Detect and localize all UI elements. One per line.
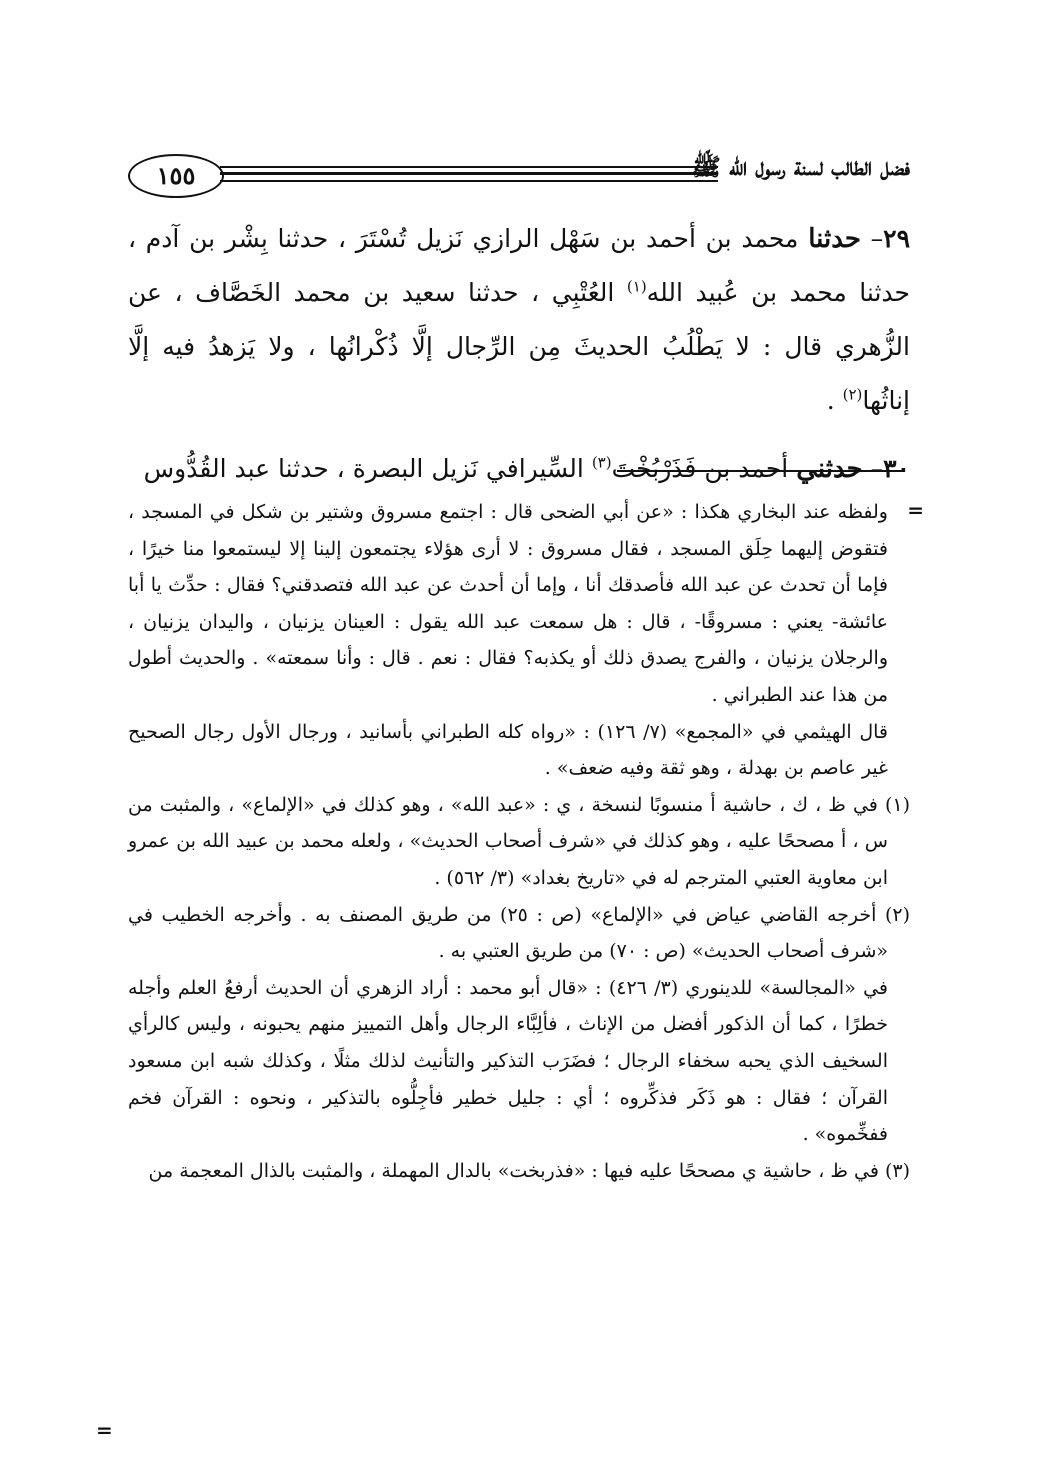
footnote-2-quote: في «المجالسة» للدينوري (٣/ ٤٢٦) : «قال أبو محمد : أراد الزهري أن الحديث أرفعُ العلم وأجله خطرًا ، كما أن الذكور أفضل من الإناث ، فألِبَّاء الرجال وأهل التمييز منهم يحبونه ، وليس كالرأي السخيف الذي يحبه سخفاء الرجال ؛ فضَرَب التذكير والتأنيث لذلك مثلًا ، وكذلك شبه ابن مسعود القرآن ؛ فقال : هو ذَكَر فذكِّروه ؛ أي : جليل خطير فأجِلُّوه بالتذكير ، ونحوه : القرآن فخم ففخِّموه» . [128,976,888,1146]
hadith-text: محمد بن أحمد بن سَهْل الرازي نَزيل تُسْتَرَ ، حدثنا بِشْر بن آدم ، حدثنا محمد بن عُبيد الله [128,224,910,307]
footnote-ref[interactable]: (١) [626,277,647,296]
hadith-text: السِّيرافي نَزيل البصرة ، حدثنا عبد القُدُّوس [143,454,584,483]
continuation-mark: = [96,1418,113,1442]
hadith-end: . [826,386,835,415]
main-text [128,212,910,496]
book-title: فضل الطالب لسنة رسول الله ﷺ [691,152,910,181]
hadith-number: ٢٩ [883,224,911,253]
footnote-continued: قال الهيثمي في «المجمع» (٧/ ١٢٦) : «رواه كله الطبراني بأسانيد ، ورجال الأول رجال الصحيح غير عاصم بن بهدلة ، وهو ثقة وفيه ضعف» . [128,720,888,780]
footnote-3: (٣) في ظ ، حاشية ي مصححًا عليه فيها : «فذربخت» بالدال المهملة ، والمثبت بالذال المعجمة من [148,1159,910,1182]
page-header [128,150,910,202]
hadith-number: ٣٠ [883,454,910,483]
footnote-separator [617,470,905,472]
hadith-text: أحمد بن فَذَرْبُخْتَ [611,454,789,483]
footnote-ref[interactable]: (٢) [842,385,863,404]
footnote-1: (١) في ظ ، ك ، حاشية أ منسوبًا لنسخة ، ي : «عبد الله» ، وهو كذلك في «الإلماع» ، والمثبت من س ، أ مصححًا عليه ، وهو كذلك في «شرف أصحاب الحديث» ، ولعله محمد بن عبيد الله بن عمرو ابن معاوية العتبي المترجم له في «تاريخ بغداد» (٣/ ٥٦٢) . [128,793,910,889]
footnotes [128,494,910,1189]
isnad-verb: حدثني [796,454,863,484]
page-number: ١٥٥ [128,154,224,198]
footnote-continued: ولفظه عند البخاري هكذا : «عن أبي الضحى قال : اجتمع مسروق وشتير بن شكل في المسجد ، فتقوض إليهما حِلَق المسجد ، فقال مسروق : لا أرى هؤلاء يجتمعون إلينا إلا ليستمعوا منا خيرًا ، فإما أن تحدث عن عبد الله فأصدقك أنا ، وإما أن أحدث عن عبد الله فتصدقني؟ فقال : حدِّث يا أبا عائشة- يعني : مسروقًا- ، قال : هل سمعت عبد الله يقول : العينان يزنيان ، واليدان يزنيان ، والرجلان يزنيان ، والفرج يصدق ذلك أو يكذبه؟ فقال : نعم . قال : وأنا سمعته» . والحديث أطول من هذا عند الطبراني . [128,501,888,706]
footnote-2: (٢) أخرجه القاضي عياض في «الإلماع» (ص : ٢٥) من طريق المصنف به . وأخرجه الخطيب في «شرف أصحاب الحديث» (ص : ٧٠) من طريق العتبي به . [128,903,910,963]
hadith-text: العُتْبِي ، حدثنا سعيد بن محمد الخَصَّاف ، عن الزُّهري قال : لا يَطْلُبُ الحديثَ مِن الرِّجال إلَّا ذُكْرانُها ، ولا يَزهدُ فيه إلَّا إناثُها [128,278,910,415]
hadith-29: ٢٩– حدثنا محمد بن أحمد بن سَهْل الرازي نَزيل تُسْتَرَ ، حدثنا بِشْر بن آدم ، حدثنا محمد بن عُبيد الله$^{(١)}$ العُتْبِي ، حدثنا سعيد بن محمد الخَصَّاف ، عن الزُّهري قال : لا يَطْلُبُ الحديثَ مِن الرِّجال إلَّا ذُكْرانُها ، ولا يَزهدُ فيه إلَّا إناثُها$^{(٢)}$ . [128,224,911,415]
isnad-verb: حدثنا [808,224,861,254]
hadith-30: ٣٠– حدثني أحمد بن فَذَرْبُخْتَ$^{(٣)}$ السِّيرافي نَزيل البصرة ، حدثنا عبد القُدُّوس [143,453,910,484]
continuation-mark: = [907,498,924,522]
footnote-ref[interactable]: (٣) [591,453,612,472]
